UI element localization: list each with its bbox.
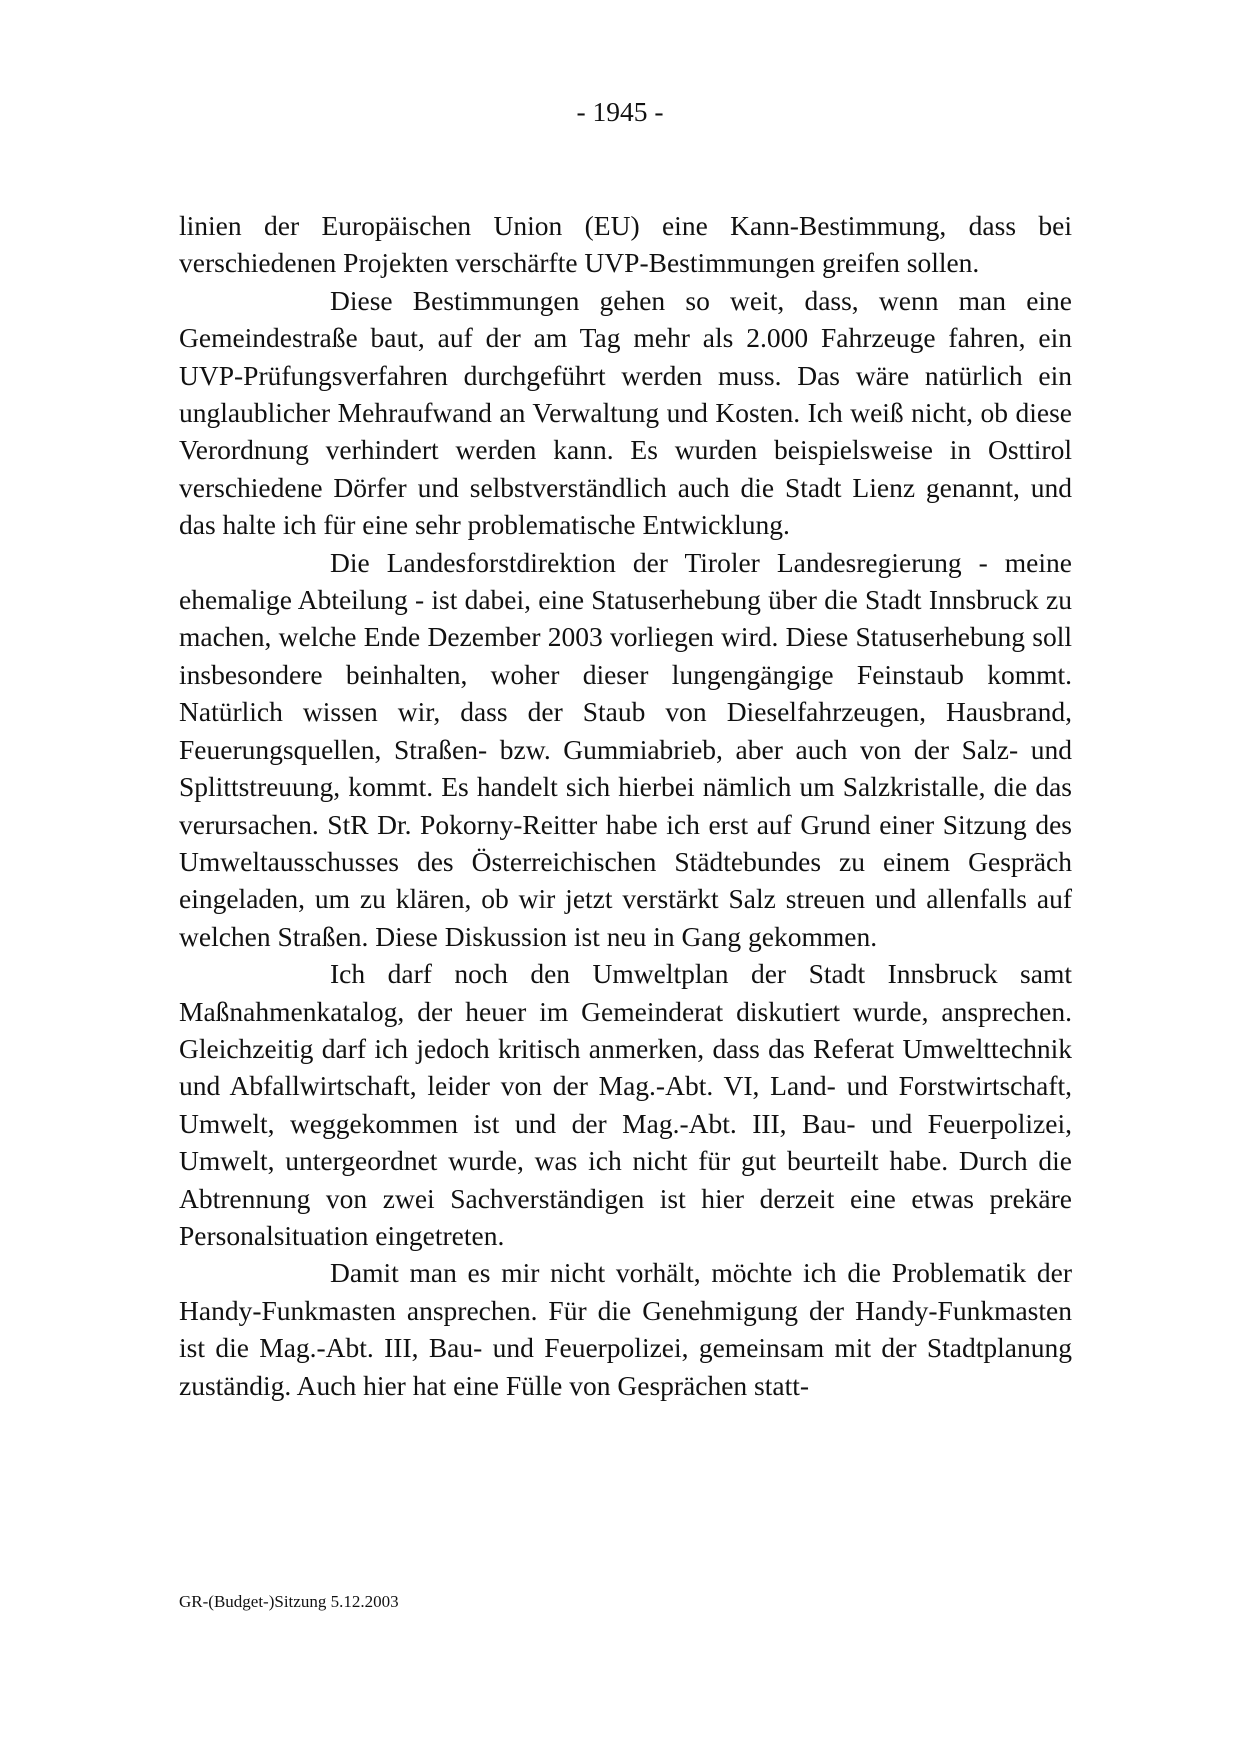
paragraph: Ich darf noch den Umweltplan der Stadt Innsbruck samt Maßnahmenkatalog, der heuer im Gemeinderat diskutiert wurde, ansprechen. Gleichzeitig darf ich jedoch kritisch anmerken, dass das Referat Umwelttechnik und Abfallwirtschaft, leider von der Mag.-Abt. VI, Land- und Forstwirtschaft, Umwelt, weggekommen ist und der Mag.-Abt. III, Bau- und Feuerpolizei, Umwelt, untergeordnet wurde, was ich nicht für gut beurteilt habe. Durch die Abtrennung von zwei Sachverständigen ist hier derzeit eine etwas prekäre Personalsituation eingetreten.: [179, 958, 1072, 1251]
paragraph: linien der Europäischen Union (EU) eine Kann-Bestimmung, dass bei verschiedenen Projekten verschärfte UVP-Bestimmungen greifen sollen.: [179, 210, 1072, 279]
paragraph: Die Landesforstdirektion der Tiroler Landesregierung - meine ehemalige Abteilung - ist dabei, eine Statuserhebung über die Stadt Innsbruck zu machen, welche Ende Dezember 2003 vorliegen wird. Diese Statuserhebung soll insbesondere beinhalten, woher dieser lungengängige Feinstaub kommt. Natürlich wissen wir, dass der Staub von Dieselfahrzeugen, Hausbrand, Feuerungsquellen, Straßen- bzw. Gummiabrieb, aber auch von der Salz- und Splittstreuung, kommt. Es handelt sich hierbei nämlich um Salzkristalle, die das verursachen. StR Dr. Pokorny-Reitter habe ich erst auf Grund einer Sitzung des Umweltausschusses des Österreichischen Städtebundes zu einem Gespräch eingeladen, um zu klären, ob wir jetzt verstärkt Salz streuen und allenfalls auf welchen Straßen. Diese Diskussion ist neu in Gang gekommen.: [179, 546, 1072, 952]
footer-session-label: GR-(Budget-)Sitzung 5.12.2003: [179, 1592, 399, 1611]
body-text: [179, 207, 1072, 1404]
page-number: - 1945 -: [576, 96, 664, 127]
paragraph: Damit man es mir nicht vorhält, möchte ich die Problematik der Handy-Funkmasten ansprechen. Für die Genehmigung der Handy-Funkmasten ist die Mag.-Abt. III, Bau- und Feuerpolizei, gemeinsam mit der Stadtplanung zuständig. Auch hier hat eine Fülle von Gesprächen statt-: [179, 1257, 1072, 1401]
paragraph: Diese Bestimmungen gehen so weit, dass, wenn man eine Gemeindestraße baut, auf der am Tag mehr als 2.000 Fahrzeuge fahren, ein UVP-Prüfungsverfahren durchgeführt werden muss. Das wäre natürlich ein unglaublicher Mehraufwand an Verwaltung und Kosten. Ich weiß nicht, ob diese Verordnung verhindert werden kann. Es wurden beispielsweise in Osttirol verschiedene Dörfer und selbstverständlich auch die Stadt Lienz genannt, und das halte ich für eine sehr problematische Entwicklung.: [179, 284, 1072, 541]
